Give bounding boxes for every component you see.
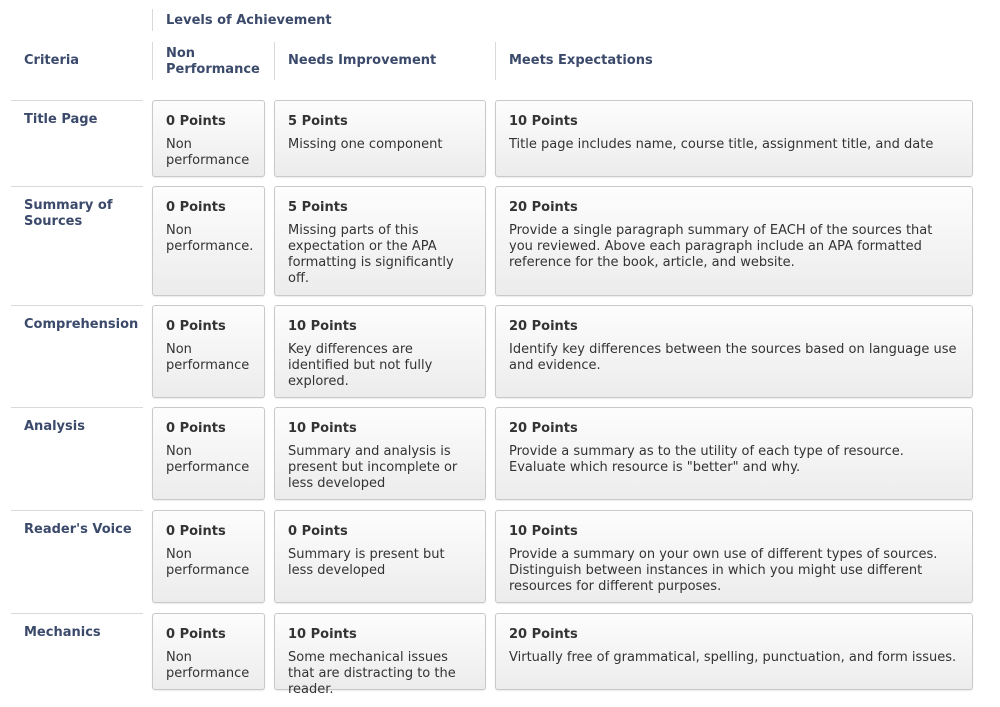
cell-description: Title page includes name, course title, assignment title, and date: [509, 137, 934, 152]
cell-points: 0 Points: [166, 421, 226, 436]
cell-description: Provide a single paragraph summary of EACH of the sources that you reviewed. Above each paragraph include an APA formatted reference for the book, article, and website.: [509, 223, 933, 270]
cell-points: 20 Points: [509, 627, 578, 642]
cell-description: Missing one component: [288, 137, 443, 152]
criterion-comprehension: Comprehension: [24, 317, 139, 332]
rubric-cell[interactable]: [495, 510, 973, 603]
cell-points: 20 Points: [509, 319, 578, 334]
row-divider: [11, 510, 143, 511]
cell-description: Virtually free of grammatical, spelling, punctuation, and form issues.: [509, 650, 957, 665]
criterion-readers-voice: Reader's Voice: [24, 522, 132, 537]
cell-description: Non performance: [166, 342, 250, 373]
header-divider-col1: [152, 42, 153, 80]
cell-points: 10 Points: [509, 114, 578, 129]
cell-description: Summary and analysis is present but incomplete or less developed: [288, 444, 458, 491]
rubric-cell[interactable]: [152, 510, 265, 603]
cell-description: Provide a summary on your own use of different types of sources. Distinguish between instances in which you might use different resources for different purposes.: [509, 547, 938, 594]
rubric-cell[interactable]: [274, 510, 486, 603]
criteria-header: Criteria: [24, 53, 80, 68]
cell-description: Non performance.: [166, 223, 254, 254]
cell-points: 10 Points: [288, 627, 357, 642]
criterion-title-page: Title Page: [24, 112, 98, 127]
header-divider-col3: [495, 42, 496, 80]
cell-points: 0 Points: [166, 627, 226, 642]
criterion-mechanics: Mechanics: [24, 625, 101, 640]
rubric-cell[interactable]: [495, 407, 973, 500]
criterion-analysis: Analysis: [24, 419, 85, 434]
cell-points: 0 Points: [166, 114, 226, 129]
cell-description: Identify key differences between the sources based on language use and evidence.: [509, 342, 957, 373]
cell-description: Some mechanical issues that are distracting to the reader.: [288, 650, 456, 697]
rubric-cell[interactable]: [274, 613, 486, 697]
cell-description: Non performance: [166, 444, 250, 475]
rubric-cell[interactable]: [152, 186, 265, 296]
rubric-cell[interactable]: [274, 407, 486, 500]
column-header-non-performance: Non Performance: [166, 46, 260, 77]
rubric-cell[interactable]: [152, 613, 265, 690]
cell-points: 5 Points: [288, 114, 348, 129]
cell-points: 5 Points: [288, 200, 348, 215]
header-divider-col2: [274, 42, 275, 80]
rubric-cell[interactable]: [495, 100, 973, 177]
cell-points: 10 Points: [288, 319, 357, 334]
rubric-cell[interactable]: [274, 100, 486, 177]
cell-description: Non performance: [166, 650, 250, 681]
cell-description: Missing parts of this expectation or the APA formatting is significantly off.: [288, 223, 454, 286]
cell-points: 10 Points: [288, 421, 357, 436]
rubric-cell[interactable]: [274, 186, 486, 296]
cell-description: Summary is present but less developed: [288, 547, 445, 578]
cell-description: Non performance: [166, 137, 250, 168]
rubric-cell[interactable]: [152, 407, 265, 500]
rubric-cell[interactable]: [495, 613, 973, 690]
header-divider-levels: [152, 9, 153, 31]
rubric-cell[interactable]: [495, 186, 973, 296]
cell-points: 20 Points: [509, 421, 578, 436]
row-divider: [11, 407, 143, 408]
row-divider: [11, 613, 143, 614]
levels-of-achievement-title: Levels of Achievement: [166, 13, 332, 28]
cell-description: Provide a summary as to the utility of each type of resource. Evaluate which resource is "better" and why.: [509, 444, 904, 475]
cell-points: 0 Points: [166, 319, 226, 334]
rubric-cell[interactable]: [274, 305, 486, 398]
cell-points: 0 Points: [288, 524, 348, 539]
cell-points: 0 Points: [166, 200, 226, 215]
column-header-needs-improvement: Needs Improvement: [288, 53, 437, 68]
row-divider: [11, 186, 143, 187]
criterion-summary-of-sources: Summary of Sources: [24, 198, 113, 229]
cell-description: Non performance: [166, 547, 250, 578]
cell-points: 0 Points: [166, 524, 226, 539]
row-divider: [11, 305, 143, 306]
column-header-meets-expectations: Meets Expectations: [509, 53, 653, 68]
rubric-cell[interactable]: [152, 100, 265, 177]
cell-points: 10 Points: [509, 524, 578, 539]
rubric-cell[interactable]: [495, 305, 973, 398]
cell-description: Key differences are identified but not fully explored.: [288, 342, 433, 389]
cell-points: 20 Points: [509, 200, 578, 215]
rubric-cell[interactable]: [152, 305, 265, 398]
row-divider: [11, 100, 143, 101]
